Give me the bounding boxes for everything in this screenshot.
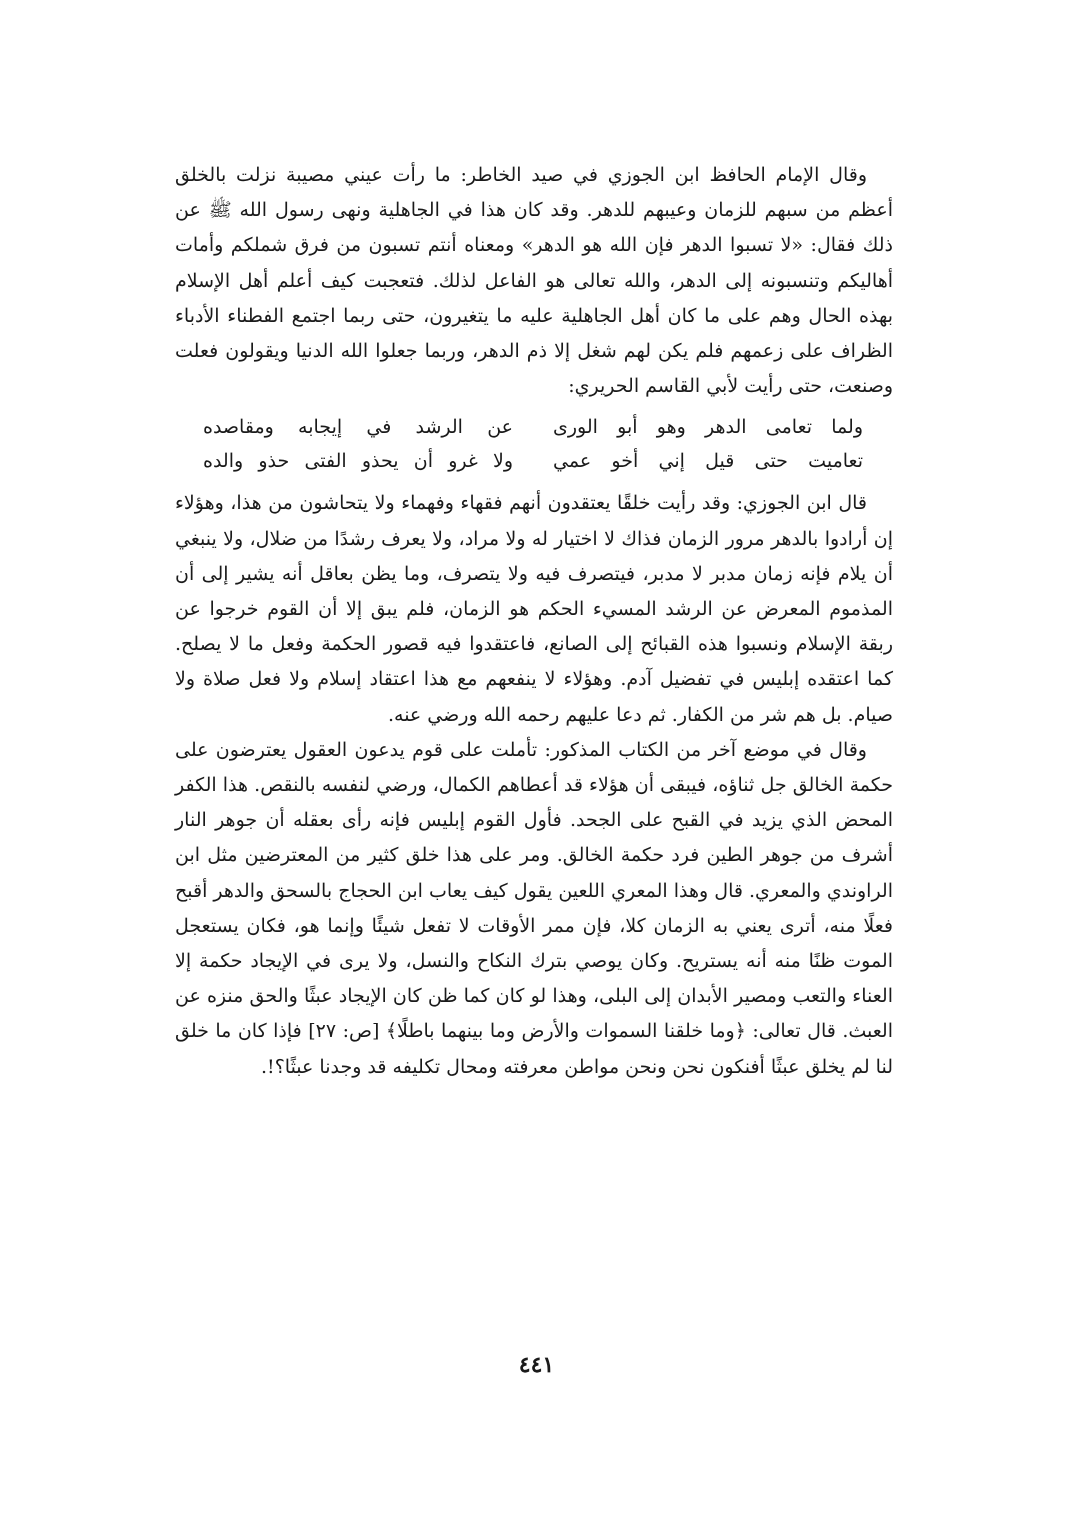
poem-verse-2 (175, 444, 893, 478)
verse-2-first-hemistich: تعاميت حتى قيل إني أخو عمي (553, 450, 863, 473)
page-number: ٤٤١ (518, 1352, 555, 1378)
poem-verse-1 (175, 410, 893, 444)
body-text (175, 158, 893, 1085)
paragraph-another-passage: وقال في موضع آخر من الكتاب المذكور: تأملت على قوم يدعون العقول يعترضون على حكمة الخالق جل ثناؤه، فيبقى أن هؤلاء قد أعطاهم الكمال، ورضي لنفسه بالنقص. هذا الكفر المحض الذي يزيد في القبح على الجحد. فأول القوم إبليس فإنه رأى بعقله أن جوهر النار أشرف من جوهر الطين فرد حكمة الخالق. ومر على هذا خلق كثير من المعترضين مثل ابن الراوندي والمعري. قال وهذا المعري اللعين يقول كيف يعاب ابن الحجاج بالسحق والدهر أقبح فعلًا منه، أترى يعني به الزمان كلا، فإن ممر الأوقات لا تفعل شيئًا وإنما هو، فكان يستعجل الموت ظنًا منه أنه يستريح. وكان يوصي بترك النكاح والنسل، ولا يرى في الإيجاد حكمة إلا العناء والتعب ومصير الأبدان إلى البلى، وهذا لو كان كما ظن كان الإيجاد عبثًا والحق منزه عن العبث. قال تعالى: ﴿وما خلقنا السموات والأرض وما بينهما باطلًا﴾ [ص: ٢٧] فإذا كان ما خلق لنا لم يخلق عبثًا أفنكون نحن ونحن مواطن معرفته ومحال تكليفه قد وجدنا عبثًا؟!. (175, 738, 893, 1078)
poem-hariri (175, 410, 893, 478)
verse-1-first-hemistich: ولما تعامى الدهر وهو أبو الورى (553, 416, 863, 439)
verse-2-second-hemistich: ولا غرو أن يحذو الفتى حذو والده (203, 450, 513, 473)
verse-1-second-hemistich: عن الرشد في إيجابه ومقاصده (203, 416, 513, 439)
paragraph-ibn-jawzi-quote: وقال الإمام الحافظ ابن الجوزي في صيد الخاطر: ما رأت عيني مصيبة نزلت بالخلق أعظم من سبهم للزمان وعيبهم للدهر. وقد كان هذا في الجاهلية ونهى رسول الله ﷺ عن ذلك فقال: «لا تسبوا الدهر فإن الله هو الدهر» ومعناه أنتم تسبون من فرق شملكم وأمات أهاليكم وتنسبونه إلى الدهر، والله تعالى هو الفاعل لذلك. فتعجبت كيف أعلم أهل الإسلام بهذه الحال وهم على ما كان أهل الجاهلية عليه ما يتغيرون، حتى ربما اجتمع الفطناء الأدباء الظراف على زعمهم فلم يكن لهم شغل إلا ذم الدهر، وربما جعلوا الله الدنيا ويقولون فعلت وصنعت، حتى رأيت لأبي القاسم الحريري: (175, 164, 893, 398)
paragraph-ibn-jawzi-commentary: قال ابن الجوزي: وقد رأيت خلقًا يعتقدون أنهم فقهاء وفهماء ولا يتحاشون من هذا، وهؤلاء إن أرادوا بالدهر مرور الزمان فذاك لا اختيار له ولا مراد، ولا يعرف رشدًا من ضلال، ولا ينبغي أن يلام فإنه زمان مدبر لا مدبر، فيتصرف فيه ولا يتصرف، وما يظن بعاقل أنه يشير إلى أن المذموم المعرض عن الرشد المسيء الحكم هو الزمان، فلم يبق إلا أن القوم خرجوا عن ربقة الإسلام ونسبوا هذه القبائح إلى الصانع، فاعتقدوا فيه قصور الحكمة وفعل ما لا يصلح. كما اعتقده إبليس في تفضيل آدم. وهؤلاء لا ينفعهم مع هذا اعتقاد إسلام ولا فعل صلاة ولا صيام. بل هم شر من الكفار. ثم دعا عليهم رحمه الله ورضي عنه. (175, 492, 893, 726)
